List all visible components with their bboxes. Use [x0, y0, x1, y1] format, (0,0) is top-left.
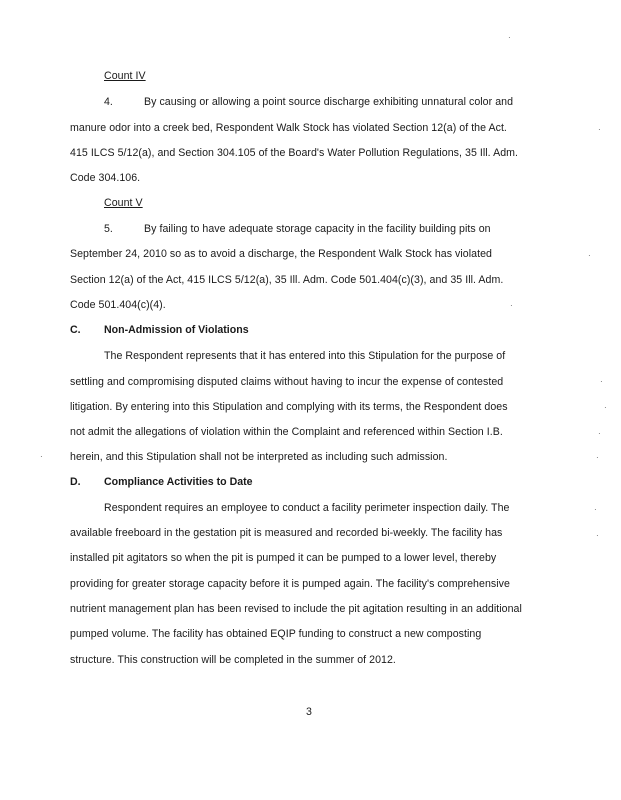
section-d-line-2: available freeboard in the gestation pit is measured and recorded bi-weekly. The facility has — [70, 527, 503, 539]
section-d-letter: D. — [70, 476, 81, 488]
section-c-line-2: settling and compromising disputed claims without having to incur the expense of contested — [70, 376, 504, 388]
count-iv-heading: Count IV — [104, 70, 146, 82]
section-c-letter: C. — [70, 324, 81, 336]
count-iv-line-3: 415 ILCS 5/12(a), and Section 304.105 of the Board's Water Pollution Regulations, 35 Ill. Adm. — [70, 147, 519, 159]
scan-speck: · — [598, 429, 601, 438]
scan-speck: · — [598, 125, 601, 134]
section-d-line-6: pumped volume. The facility has obtained EQIP funding to construct a new composting — [70, 628, 482, 640]
scan-speck: · — [588, 251, 591, 260]
scan-speck: · — [40, 452, 43, 461]
scan-speck: · — [600, 377, 603, 386]
section-c-line-4: not admit the allegations of violation within the Complaint and referenced within Section I.B. — [70, 426, 503, 438]
section-c-line-1: The Respondent represents that it has entered into this Stipulation for the purpose of — [104, 350, 506, 362]
section-d-line-3: installed pit agitators so when the pit is pumped it can be pumped to a lower level, thereby — [70, 552, 497, 564]
count-v-line-3: Section 12(a) of the Act, 415 ILCS 5/12(a), 35 Ill. Adm. Code 501.404(c)(3), and 35 Ill. Adm. — [70, 274, 504, 286]
count-v-line-1: By failing to have adequate storage capacity in the facility building pits on — [144, 223, 491, 235]
count-v-line-2: September 24, 2010 so as to avoid a discharge, the Respondent Walk Stock has violated — [70, 248, 492, 260]
section-d-line-1: Respondent requires an employee to conduct a facility perimeter inspection daily. The — [104, 502, 510, 514]
count-iv-line-1: By causing or allowing a point source discharge exhibiting unnatural color and — [144, 96, 514, 108]
scan-speck: · — [596, 453, 599, 462]
count-iv-number: 4. — [104, 96, 113, 108]
scan-speck: · — [604, 403, 607, 412]
scan-speck: · — [508, 33, 511, 42]
scan-speck: · — [510, 301, 513, 310]
count-v-number: 5. — [104, 223, 113, 235]
section-c-line-3: litigation. By entering into this Stipulation and complying with its terms, the Respondent does — [70, 401, 508, 413]
page-number: 3 — [306, 706, 312, 718]
scan-speck: · — [596, 531, 599, 540]
count-v-heading: Count V — [104, 197, 143, 209]
count-iv-line-2: manure odor into a creek bed, Respondent Walk Stock has violated Section 12(a) of the Act. — [70, 122, 507, 134]
count-iv-line-4: Code 304.106. — [70, 172, 141, 184]
section-c-line-5: herein, and this Stipulation shall not be interpreted as including such admission. — [70, 451, 448, 463]
scan-speck: · — [594, 505, 597, 514]
section-d-title: Compliance Activities to Date — [104, 476, 253, 488]
section-c-title: Non-Admission of Violations — [104, 324, 249, 336]
section-d-line-7: structure. This construction will be completed in the summer of 2012. — [70, 654, 396, 666]
count-v-line-4: Code 501.404(c)(4). — [70, 299, 166, 311]
section-d-line-5: nutrient management plan has been revised to include the pit agitation resulting in an additional — [70, 603, 522, 615]
section-d-line-4: providing for greater storage capacity before it is pumped again. The facility's comprehensive — [70, 578, 510, 590]
